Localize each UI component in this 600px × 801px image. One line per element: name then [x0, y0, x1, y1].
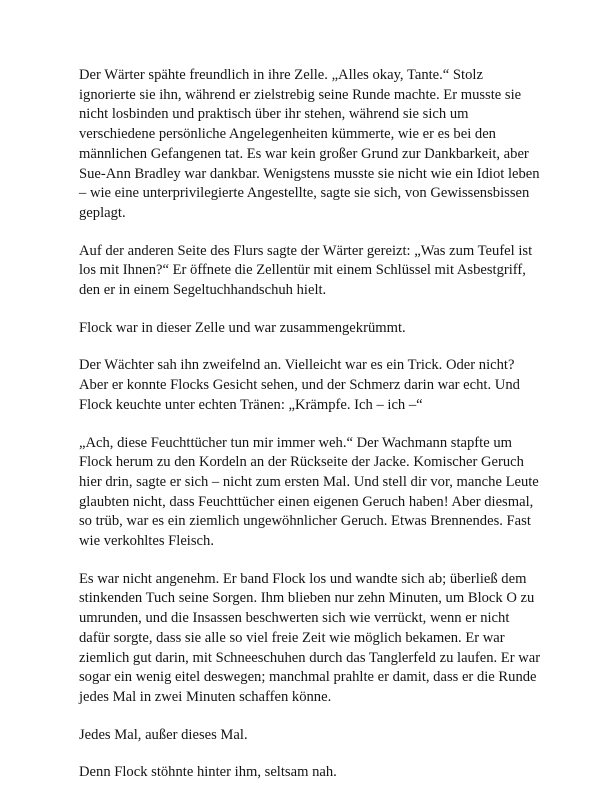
paragraph-4: Der Wächter sah ihn zweifelnd an. Vielleicht war es ein Trick. Oder nicht? Aber er konnte Flocks Gesicht sehen, und der Schmerz darin war echt. Und Flock keuchte unter echten Tränen: „Krämpfe. Ich – ich –“: [79, 357, 520, 413]
paragraph-7: Jedes Mal, außer dieses Mal.: [79, 726, 248, 743]
paragraph-8: Denn Flock stöhnte hinter ihm, seltsam nah.: [79, 764, 337, 781]
document-page: [79, 66, 541, 801]
paragraph-6: Es war nicht angenehm. Er band Flock los und wandte sich ab; überließ dem stinkenden Tuch seine Sorgen. Ihm blieben nur zehn Minuten, um Block O zu umrunden, und die Insassen beschwerten sich wie verrückt, wenn er nicht dafür sorgte, dass sie alle so viel freie Zeit wie möglich bekamen. Er war ziemlich gut darin, mit Schneeschuhen durch das Tanglerfeld zu laufen. Er war sogar ein wenig eitel deswegen; manchmal prahlte er damit, dass er die Runde jedes Mal in zwei Minuten schaffen könne.: [79, 570, 541, 705]
paragraph-3: Flock war in dieser Zelle und war zusammengekrümmt.: [79, 319, 406, 336]
paragraph-1: Der Wärter spähte freundlich in ihre Zelle. „Alles okay, Tante.“ Stolz ignorierte sie ihn, während er zielstrebig seine Runde machte. Er musste sie nicht losbinden und praktisch über ihr stehen, während sie sich um verschiedene persönliche Angelegenheiten kümmerte, wie er es bei den männlichen Gefangenen tat. Es war kein großer Grund zur Dankbarkeit, aber Sue-Ann Bradley war dankbar. Wenigstens musste sie nicht wie ein Idiot leben – wie eine unterprivilegierte Angestellte, sagte sie sich, von Gewissensbissen geplagt.: [79, 67, 540, 221]
paragraph-2: Auf der anderen Seite des Flurs sagte der Wärter gereizt: „Was zum Teufel ist los mit Ihnen?“ Er öffnete die Zellentür mit einem Schlüssel mit Asbestgriff, den er in einem Segeltuchhandschuh hielt.: [79, 242, 533, 299]
paragraph-5: „Ach, diese Feuchttücher tun mir immer weh.“ Der Wachmann stapfte um Flock herum zu den Kordeln an der Rückseite der Jacke. Komischer Geruch hier drin, sagte er sich – nicht zum ersten Mal. Und stell dir vor, manche Leute glaubten nicht, dass Feuchttücher einen eigenen Geruch haben! Aber diesmal, so trüb, war es ein ziemlich ungewöhnlicher Geruch. Etwas Brennendes. Fast wie verkohltes Fleisch.: [79, 434, 539, 550]
